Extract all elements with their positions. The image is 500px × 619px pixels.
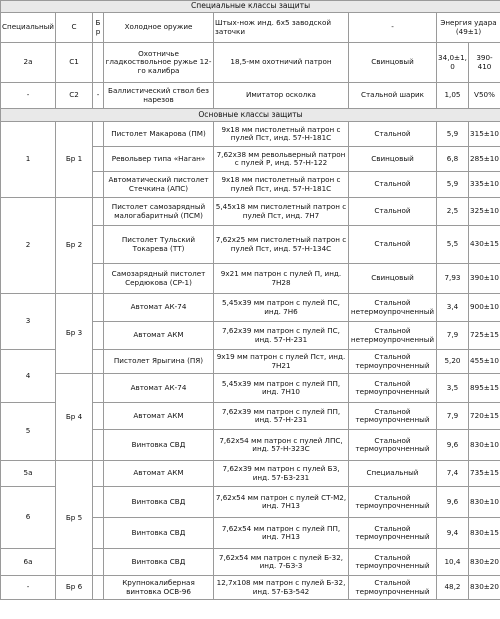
velocity-cell: 895±15: [469, 374, 500, 403]
special-class: 6: [1, 487, 56, 549]
ammo-cell: 5,45х39 мм патрон с пулей ПС, инд. 7Н6: [214, 294, 349, 322]
br-cell: -: [93, 83, 104, 109]
weapon-cell: Винтовка СВД: [104, 430, 214, 461]
br-class: Бр 5: [56, 461, 93, 576]
velocity-cell: V50%: [469, 83, 500, 109]
mass-cell: 3,5: [437, 374, 469, 403]
ammo-cell: 7,62х39 мм патрон с пулей ПС, инд. 57-Н-231: [214, 322, 349, 350]
ammo-cell: 7,62х39 мм патрон с пулей БЗ, инд. 57-БЗ-231: [214, 461, 349, 487]
spacer-cell: [93, 403, 104, 430]
velocity-cell: 725±15: [469, 322, 500, 350]
spacer-cell: [93, 374, 104, 403]
special-class: -: [1, 576, 56, 600]
spacer-cell: [93, 487, 104, 518]
mass-cell: 9,6: [437, 430, 469, 461]
mass-cell: 9,4: [437, 518, 469, 549]
mass-cell: 5,9: [437, 122, 469, 147]
main-section-title: Основные классы защиты: [1, 109, 500, 122]
ammo-cell: 5,45х18 мм пистолетный патрон с пулей Пст, инд. 7Н7: [214, 198, 349, 226]
core-cell: Свинцовый: [349, 147, 437, 172]
special-class: 6а: [1, 549, 56, 576]
ammo-cell: 7,62х54 мм патрон с пулей ПП, инд. 7Н13: [214, 518, 349, 549]
velocity-cell: 830±10: [469, 430, 500, 461]
weapon-cell: Автоматический пистолет Стечкина (АПС): [104, 172, 214, 198]
velocity-cell: 455±10: [469, 350, 500, 374]
ammo-cell: 18,5-мм охотничий патрон: [214, 43, 349, 83]
special-class: -: [1, 83, 56, 109]
special-section-title: Специальные классы защиты: [1, 1, 500, 13]
header-ammo: Штых-нож инд. 6х5 заводской заточки: [214, 13, 349, 43]
ammo-cell: 9х21 мм патрон с пулей П, инд. 7Н28: [214, 264, 349, 294]
ammo-cell: 9х18 мм пистолетный патрон с пулей Пст, инд. 57-Н-181С: [214, 172, 349, 198]
header-weapon: Холодное оружие: [104, 13, 214, 43]
spacer-cell: [93, 198, 104, 226]
mass-cell: 3,4: [437, 294, 469, 322]
spacer-cell: [93, 322, 104, 350]
core-cell: Свинцовый: [349, 43, 437, 83]
mass-cell: 10,4: [437, 549, 469, 576]
core-cell: Стальной термоупрочненный: [349, 374, 437, 403]
spacer-cell: [93, 350, 104, 374]
special-class: 5а: [1, 461, 56, 487]
spacer-cell: [93, 147, 104, 172]
weapon-cell: Пистолет Макарова (ПМ): [104, 122, 214, 147]
velocity-cell: 720±15: [469, 403, 500, 430]
velocity-cell: 285±10: [469, 147, 500, 172]
weapon-cell: Баллистический ствол без нарезов: [104, 83, 214, 109]
velocity-cell: 830±20: [469, 549, 500, 576]
c-class: С1: [56, 43, 93, 83]
ammo-cell: 5,45х39 мм патрон с пулей ПП, инд. 7Н10: [214, 374, 349, 403]
mass-cell: 2,5: [437, 198, 469, 226]
mass-cell: 7,9: [437, 322, 469, 350]
ammo-cell: 7,62х54 мм патрон с пулей ЛПС, инд. 57-Н-323С: [214, 430, 349, 461]
header-energy: Энергия удара (49±1): [437, 13, 500, 43]
weapon-cell: Винтовка СВД: [104, 487, 214, 518]
spacer-cell: [93, 172, 104, 198]
mass-cell: 5,20: [437, 350, 469, 374]
header-core: -: [349, 13, 437, 43]
c-class: С2: [56, 83, 93, 109]
mass-cell: 7,9: [437, 403, 469, 430]
spacer-cell: [93, 294, 104, 322]
velocity-cell: 430±15: [469, 226, 500, 264]
mass-cell: 5,9: [437, 172, 469, 198]
br-class: Бр 1: [56, 122, 93, 198]
core-cell: Стальной термоупрочненный: [349, 549, 437, 576]
header-c: С: [56, 13, 93, 43]
mass-cell: 7,93: [437, 264, 469, 294]
special-class: 2а: [1, 43, 56, 83]
core-cell: Стальной: [349, 226, 437, 264]
mass-cell: 7,4: [437, 461, 469, 487]
weapon-cell: Пистолет самозарядный малогабаритный (ПСМ): [104, 198, 214, 226]
spacer-cell: [93, 549, 104, 576]
mass-cell: 48,2: [437, 576, 469, 600]
ammo-cell: 7,62х25 мм пистолетный патрон с пулей Пст, инд. 57-Н-134С: [214, 226, 349, 264]
weapon-cell: Охотничье гладкоствольное ружье 12-го калибра: [104, 43, 214, 83]
weapon-cell: Автомат АК-74: [104, 374, 214, 403]
spacer-cell: [93, 264, 104, 294]
core-cell: Стальной: [349, 172, 437, 198]
special-class: 3: [1, 294, 56, 350]
ammo-cell: 9х18 мм пистолетный патрон с пулей Пст, инд. 57-Н-181С: [214, 122, 349, 147]
velocity-cell: 900±10: [469, 294, 500, 322]
header-br: Бр: [93, 13, 104, 43]
mass-cell: 34,0±1,0: [437, 43, 469, 83]
spacer-cell: [93, 461, 104, 487]
weapon-cell: Револьвер типа «Наган»: [104, 147, 214, 172]
core-cell: Стальной нетермоупрочненный: [349, 294, 437, 322]
velocity-cell: 325±10: [469, 198, 500, 226]
mass-cell: 5,5: [437, 226, 469, 264]
ammo-cell: 9х19 мм патрон с пулей Пст, инд. 7Н21: [214, 350, 349, 374]
br-class: Бр 2: [56, 198, 93, 294]
br-cell: [93, 43, 104, 83]
spacer-cell: [93, 122, 104, 147]
core-cell: Стальной: [349, 198, 437, 226]
velocity-cell: 335±10: [469, 172, 500, 198]
header-special: Специальный: [1, 13, 56, 43]
weapon-cell: Пистолет Ярыгина (ПЯ): [104, 350, 214, 374]
br-class: Бр 6: [56, 576, 93, 600]
mass-cell: 1,05: [437, 83, 469, 109]
spacer-cell: [93, 226, 104, 264]
velocity-cell: 735±15: [469, 461, 500, 487]
core-cell: Стальной термоупрочненный: [349, 487, 437, 518]
weapon-cell: Автомат АКМ: [104, 322, 214, 350]
core-cell: Свинцовый: [349, 264, 437, 294]
core-cell: Стальной термоупрочненный: [349, 350, 437, 374]
special-class: 5: [1, 403, 56, 461]
ammo-cell: 7,62х54 мм патрон с пулей Б-32, инд. 7-БЗ-3: [214, 549, 349, 576]
core-cell: Стальной термоупрочненный: [349, 430, 437, 461]
core-cell: Специальный: [349, 461, 437, 487]
spacer-cell: [93, 576, 104, 600]
core-cell: Стальной термоупрочненный: [349, 576, 437, 600]
core-cell: Стальной нетермоупрочненный: [349, 322, 437, 350]
velocity-cell: 390±10: [469, 264, 500, 294]
weapon-cell: Автомат АКМ: [104, 403, 214, 430]
ammo-cell: Имитатор осколка: [214, 83, 349, 109]
velocity-cell: 830±15: [469, 518, 500, 549]
spacer-cell: [93, 518, 104, 549]
velocity-cell: 390-410: [469, 43, 500, 83]
ammo-cell: 7,62х54 мм патрон с пулей СТ-М2, инд. 7Н13: [214, 487, 349, 518]
br-class: Бр 3: [56, 294, 93, 374]
mass-cell: 9,6: [437, 487, 469, 518]
weapon-cell: Крупнокалиберная винтовка ОСВ-96: [104, 576, 214, 600]
velocity-cell: 315±10: [469, 122, 500, 147]
spacer-cell: [93, 430, 104, 461]
ammo-cell: 7,62х39 мм патрон с пулей ПП, инд. 57-Н-231: [214, 403, 349, 430]
core-cell: Стальной термоупрочненный: [349, 403, 437, 430]
ammo-cell: 12,7х108 мм патрон с пулей Б-32, инд. 57-БЗ-542: [214, 576, 349, 600]
weapon-cell: Винтовка СВД: [104, 549, 214, 576]
ammo-cell: 7,62х38 мм револьверный патрон с пулей Р, инд. 57-Н-122: [214, 147, 349, 172]
weapon-cell: Автомат АК-74: [104, 294, 214, 322]
weapon-cell: Пистолет Тульский Токарева (ТТ): [104, 226, 214, 264]
core-cell: Стальной: [349, 122, 437, 147]
special-class: 2: [1, 198, 56, 294]
mass-cell: 6,8: [437, 147, 469, 172]
weapon-cell: Автомат АКМ: [104, 461, 214, 487]
weapon-cell: Самозарядный пистолет Сердюкова (СР-1): [104, 264, 214, 294]
br-class: Бр 4: [56, 374, 93, 461]
core-cell: Стальной шарик: [349, 83, 437, 109]
weapon-cell: Винтовка СВД: [104, 518, 214, 549]
velocity-cell: 830±20: [469, 576, 500, 600]
velocity-cell: 830±10: [469, 487, 500, 518]
core-cell: Стальной термоупрочненный: [349, 518, 437, 549]
special-class: 4: [1, 350, 56, 403]
special-class: 1: [1, 122, 56, 198]
